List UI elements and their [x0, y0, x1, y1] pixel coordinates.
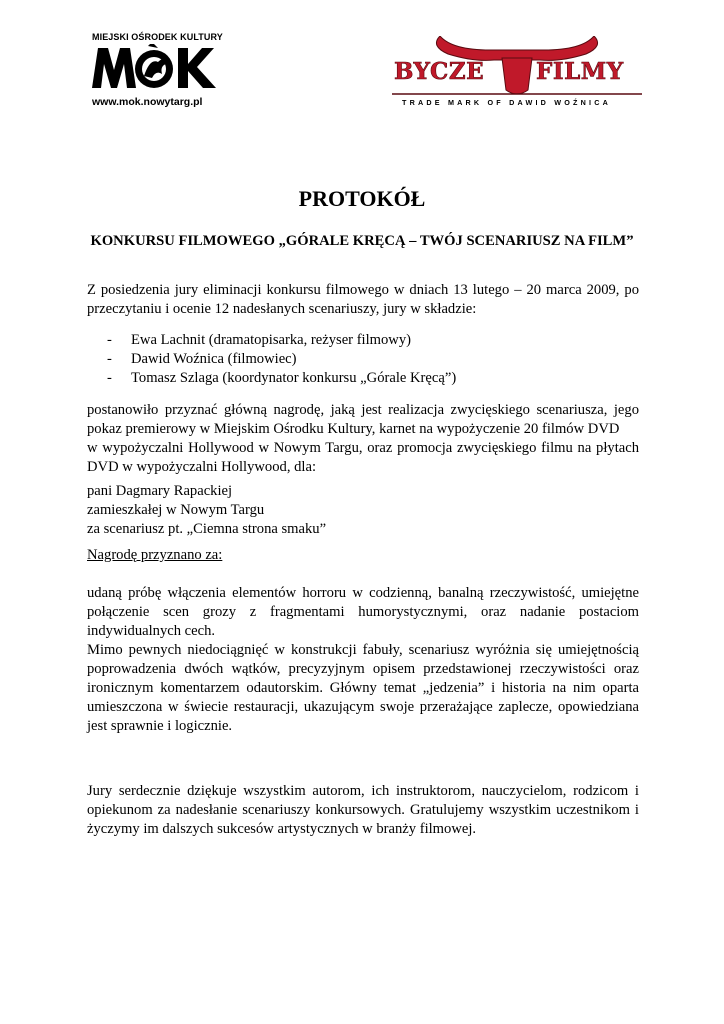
winner-name: pani Dagmary Rapackiej — [87, 483, 233, 499]
bycze-tagline: TRADE MARK OF DAWID WOŹNICA — [402, 98, 611, 107]
awarded-heading: Nagrodę przyznano za: — [87, 547, 223, 563]
decision-paragraph — [87, 401, 639, 477]
mok-logo — [92, 32, 227, 112]
jury-member: - Ewa Lachnit (dramatopisarka, reżyser filmowy) — [107, 332, 412, 348]
document-subtitle: KONKURSU FILMOWEGO „GÓRALE KRĘCĄ – TWÓJ SCENARIUSZ NA FILM” — [90, 233, 634, 249]
winner-block — [87, 482, 639, 539]
winner-residence: zamieszkałej w Nowym Targu — [87, 502, 265, 518]
jury-member: - Dawid Woźnica (filmowiec) — [107, 351, 297, 367]
justification-block — [87, 584, 639, 736]
bycze-word: BYCZE — [394, 58, 485, 85]
justification-paragraph-2: Mimo pewnych niedociągnięć w konstrukcji fabuły, scenariusz wyróżnia się umiejętnością poprowadzenia dwóch wątków, precyzyjnym opisem przedstawionej rzeczywistości oraz ironicznym komentarzem odautorskim. Główny temat „jedzenia” i historia na nim oparta umieszczona w świecie restauracji, ukazującym swoje przerażające zaplecze, opowiedziana jest sprawnie i logicznie. — [87, 642, 639, 734]
justification-paragraph-1: udaną próbę włączenia elementów horroru w codzienną, banalną rzeczywistość, umiejętne połączenie scen grozy z fragmentami humorystycznymi, oraz nadanie postaciom indywidualnych cech. — [87, 585, 639, 639]
winner-script: za scenariusz pt. „Ciemna strona smaku” — [87, 521, 327, 537]
decision-text: postanowiło przyznać główną nagrodę, jaką jest realizacja zwycięskiego scenariusza, jego pokaz premierowy w Miejskim Ośrodku Kultury, karnet na wypożyczenie 20 filmów DVD — [87, 402, 639, 437]
thanks-paragraph: Jury serdecznie dziękuje wszystkim autorom, ich instruktorom, nauczycielom, rodzicom i opiekunom za nadesłanie scenariuszy konkursowych. Gratulujemy wszystkim uczestnikom i życzymy im dalszych sukcesów artystycznych w branży filmowej. — [87, 783, 639, 837]
filmy-word: FILMY — [536, 58, 624, 85]
mok-mark-logo — [92, 44, 224, 90]
mok-logo-url: www.mok.nowytarg.pl — [92, 96, 203, 108]
jury-list — [107, 331, 456, 388]
jury-member: - Tomasz Szlaga (koordynator konkursu „Górale Kręcą”) — [107, 370, 457, 386]
intro-paragraph: Z posiedzenia jury eliminacji konkursu filmowego w dniach 13 lutego – 20 marca 2009, po przeczytaniu i ocenie 12 nadesłanych scenariuszy, jury w składzie: — [87, 282, 639, 317]
bycze-filmy-logo — [390, 36, 644, 112]
mok-logo-name: MIEJSKI OŚRODEK KULTURY — [92, 32, 223, 42]
document-title: PROTOKÓŁ — [298, 186, 426, 211]
decision-text-continued: w wypożyczalni Hollywood w Nowym Targu, oraz promocja zwycięskiego filmu na płytach DVD w wypożyczalni Hollywood, dla: — [87, 440, 639, 475]
